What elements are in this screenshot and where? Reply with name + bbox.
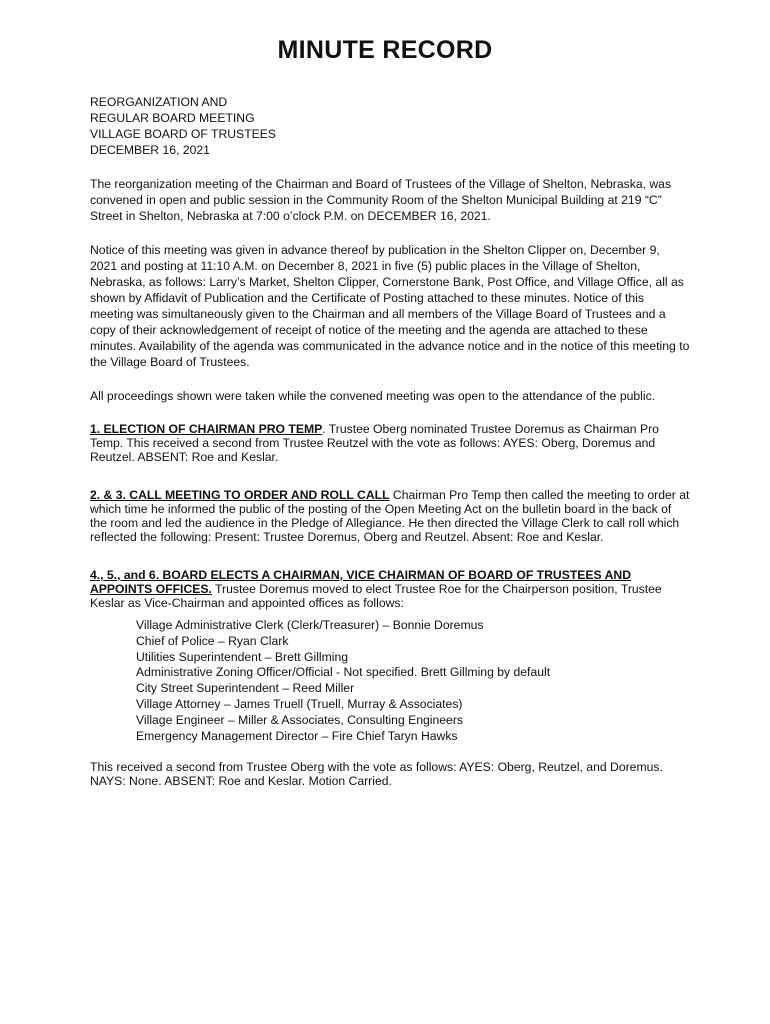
agenda-item-3 [90,568,690,610]
list-item: Village Engineer – Miller & Associates, Consulting Engineers [136,712,463,727]
header-line: DECEMBER 16, 2021 [90,143,210,157]
list-item: City Street Superintendent – Reed Miller [136,681,355,696]
page-title: MINUTE RECORD [277,36,493,64]
meeting-header [90,94,690,158]
proceedings-paragraph: All proceedings shown were taken while the convened meeting was open to the attendance of the public. [90,389,656,403]
agenda-item-2-text: Chairman Pro Temp then called the meeting to order at which time he informed the public of the posting of the Open Meeting Act on the bulletin board in the back of the room and led the audience in the Pledge of Allegiance. He then directed the Village Clerk to call roll which reflected the following: Present: Trustee Doremus, Oberg and Reutzel. Absent: Roe and Keslar. [90,488,690,544]
intro-paragraph: The reorganization meeting of the Chairman and Board of Trustees of the Village of Shelton, Nebraska, was convened in open and public session in the Community Room of the Shelton Municipal Building at 219 “C” Street in Shelton, Nebraska at 7:00 o’clock P.M. on DECEMBER 16, 2021. [90,177,672,223]
closing-vote-paragraph: This received a second from Trustee Oberg with the vote as follows: AYES: Oberg, Reutzel, and Doremus. NAYS: None. ABSENT: Roe and Keslar. Motion Carried. [90,760,663,789]
agenda-item-2-heading: 2. & 3. CALL MEETING TO ORDER AND ROLL CALL [90,488,390,502]
list-item: Village Administrative Clerk (Clerk/Treasurer) – Bonnie Doremus [136,618,484,632]
agenda-item-3-text: Trustee Doremus moved to elect Trustee Roe for the Chairperson position, Trustee Keslar as Vice-Chairman and appointed offices as follows: [90,582,662,610]
agenda-item-1-heading: 1. ELECTION OF CHAIRMAN PRO TEMP [90,422,323,436]
header-line: REORGANIZATION AND [90,95,228,109]
list-item: Utilities Superintendent – Brett Gillming [136,649,349,664]
notice-paragraph: Notice of this meeting was given in advance thereof by publication in the Shelton Clipper on, December 9, 2021 and posting at 11:10 A.M. on December 8, 2021 in five (5) public places in the Village of Shelton, Nebraska, as follows: Larry’s Market, Shelton Clipper, Cornerstone Bank, Post Office, and Village Office, all as shown by Affidavit of Publication and the Certificate of Posting attached to these minutes. Notice of this meeting was simultaneously given to the Chairman and all members of the Village Board of Trustees and a copy of their acknowledgement of receipt of notice of the meeting and the agenda are attached to these minutes. Availability of the agenda was communicated in the advance notice and in the notice of this meeting to the Village Board of Trustees. [90,243,690,369]
agenda-item-1 [90,422,690,464]
list-item: Chief of Police – Ryan Clark [136,633,289,648]
agenda-item-3-heading: 4., 5., and 6. BOARD ELECTS A CHAIRMAN, VICE CHAIRMAN OF BOARD OF TRUSTEES AND APPOINTS OFFICES. [90,568,632,596]
document-body [90,94,690,788]
header-line: VILLAGE BOARD OF TRUSTEES [90,127,277,141]
appointed-offices-list [136,618,690,744]
list-item: Village Attorney – James Truell (Truell, Murray & Associates) [136,696,463,711]
header-line: REGULAR BOARD MEETING [90,111,255,125]
agenda-item-2 [90,488,690,544]
list-item: Emergency Management Director – Fire Chief Taryn Hawks [136,728,458,743]
list-item: Administrative Zoning Officer/Official - Not specified. Brett Gillming by default [136,665,551,680]
agenda-item-1-text: . Trustee Oberg nominated Trustee Doremus as Chairman Pro Temp. This received a second from Trustee Reutzel with the vote as follows: AYES: Oberg, Doremus and Reutzel. ABSENT: Roe and Keslar. [90,422,659,464]
